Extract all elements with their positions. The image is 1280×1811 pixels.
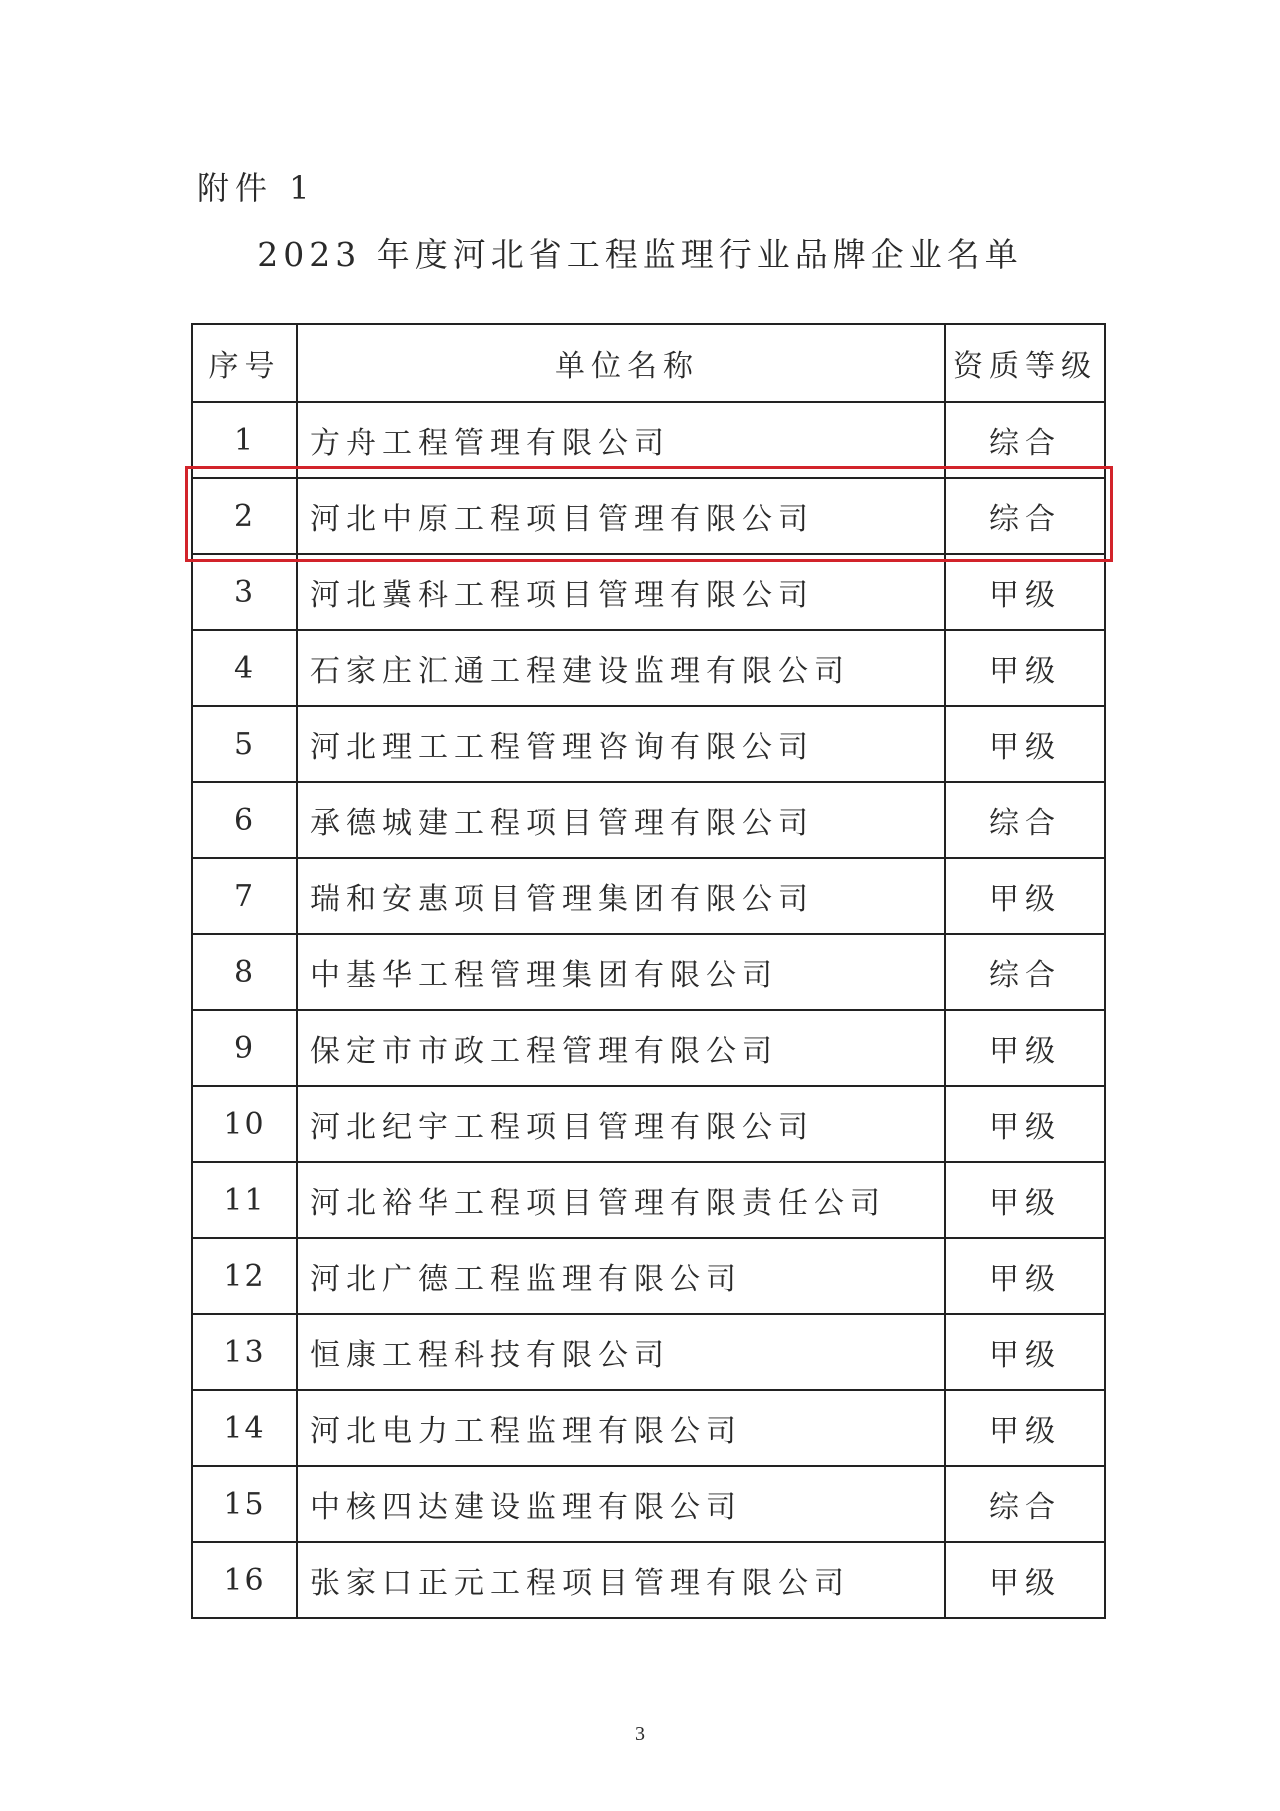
row-qualification-grade-cell: 甲级 bbox=[945, 858, 1105, 934]
table-row bbox=[192, 1238, 1105, 1314]
row-index-cell: 7 bbox=[192, 858, 297, 934]
table-row bbox=[192, 1086, 1105, 1162]
row-company-name-cell: 保定市市政工程管理有限公司 bbox=[297, 1010, 945, 1086]
row-qualification-grade-cell: 综合 bbox=[945, 934, 1105, 1010]
document-title: 2023 年度河北省工程监理行业品牌企业名单 bbox=[257, 235, 1023, 274]
row-company-name-cell: 河北电力工程监理有限公司 bbox=[297, 1390, 945, 1466]
table-row bbox=[192, 1466, 1105, 1542]
row-company-name-cell: 河北中原工程项目管理有限公司 bbox=[297, 478, 945, 554]
row-qualification-grade-cell: 甲级 bbox=[945, 630, 1105, 706]
table-header bbox=[192, 324, 1105, 402]
table-row bbox=[192, 1010, 1105, 1086]
table-row bbox=[192, 782, 1105, 858]
row-qualification-grade-cell: 综合 bbox=[945, 478, 1105, 554]
row-company-name-cell: 方舟工程管理有限公司 bbox=[297, 402, 945, 478]
row-index-cell: 4 bbox=[192, 630, 297, 706]
table-row bbox=[192, 1314, 1105, 1390]
page-number: 3 bbox=[635, 1723, 645, 1745]
table-row bbox=[192, 402, 1105, 478]
row-company-name-cell: 中核四达建设监理有限公司 bbox=[297, 1466, 945, 1542]
header-qualification-grade: 资质等级 bbox=[945, 324, 1105, 402]
table-row bbox=[192, 1162, 1105, 1238]
attachment-label: 附件 1 bbox=[197, 169, 316, 207]
row-index-cell: 10 bbox=[192, 1086, 297, 1162]
row-index-cell: 3 bbox=[192, 554, 297, 630]
table-row bbox=[192, 478, 1105, 554]
row-qualification-grade-cell: 甲级 bbox=[945, 1390, 1105, 1466]
row-company-name-cell: 承德城建工程项目管理有限公司 bbox=[297, 782, 945, 858]
enterprise-roster-table bbox=[191, 323, 1106, 1619]
row-index-cell: 9 bbox=[192, 1010, 297, 1086]
row-company-name-cell: 河北冀科工程项目管理有限公司 bbox=[297, 554, 945, 630]
table-row bbox=[192, 934, 1105, 1010]
table-row bbox=[192, 1390, 1105, 1466]
row-company-name-cell: 河北纪宇工程项目管理有限公司 bbox=[297, 1086, 945, 1162]
row-qualification-grade-cell: 甲级 bbox=[945, 1542, 1105, 1618]
row-company-name-cell: 河北理工工程管理咨询有限公司 bbox=[297, 706, 945, 782]
row-qualification-grade-cell: 甲级 bbox=[945, 1314, 1105, 1390]
row-qualification-grade-cell: 甲级 bbox=[945, 554, 1105, 630]
table-row bbox=[192, 554, 1105, 630]
row-company-name-cell: 中基华工程管理集团有限公司 bbox=[297, 934, 945, 1010]
row-qualification-grade-cell: 甲级 bbox=[945, 1238, 1105, 1314]
row-company-name-cell: 恒康工程科技有限公司 bbox=[297, 1314, 945, 1390]
row-index-cell: 5 bbox=[192, 706, 297, 782]
row-index-cell: 8 bbox=[192, 934, 297, 1010]
table-row bbox=[192, 630, 1105, 706]
table-row bbox=[192, 1542, 1105, 1618]
header-company-name: 单位名称 bbox=[297, 324, 945, 402]
row-index-cell: 15 bbox=[192, 1466, 297, 1542]
row-index-cell: 16 bbox=[192, 1542, 297, 1618]
row-index-cell: 14 bbox=[192, 1390, 297, 1466]
row-company-name-cell: 河北广德工程监理有限公司 bbox=[297, 1238, 945, 1314]
row-index-cell: 13 bbox=[192, 1314, 297, 1390]
table-row bbox=[192, 706, 1105, 782]
table-body bbox=[192, 402, 1105, 1618]
row-index-cell: 12 bbox=[192, 1238, 297, 1314]
row-company-name-cell: 张家口正元工程项目管理有限公司 bbox=[297, 1542, 945, 1618]
row-qualification-grade-cell: 综合 bbox=[945, 782, 1105, 858]
row-qualification-grade-cell: 综合 bbox=[945, 402, 1105, 478]
row-qualification-grade-cell: 甲级 bbox=[945, 1162, 1105, 1238]
row-index-cell: 1 bbox=[192, 402, 297, 478]
row-company-name-cell: 石家庄汇通工程建设监理有限公司 bbox=[297, 630, 945, 706]
row-index-cell: 6 bbox=[192, 782, 297, 858]
header-index: 序号 bbox=[192, 324, 297, 402]
row-qualification-grade-cell: 甲级 bbox=[945, 1086, 1105, 1162]
row-index-cell: 11 bbox=[192, 1162, 297, 1238]
row-qualification-grade-cell: 甲级 bbox=[945, 706, 1105, 782]
row-qualification-grade-cell: 综合 bbox=[945, 1466, 1105, 1542]
table-header-row bbox=[192, 324, 1105, 402]
row-company-name-cell: 瑞和安惠项目管理集团有限公司 bbox=[297, 858, 945, 934]
row-index-cell: 2 bbox=[192, 478, 297, 554]
table-row bbox=[192, 858, 1105, 934]
row-company-name-cell: 河北裕华工程项目管理有限责任公司 bbox=[297, 1162, 945, 1238]
row-qualification-grade-cell: 甲级 bbox=[945, 1010, 1105, 1086]
